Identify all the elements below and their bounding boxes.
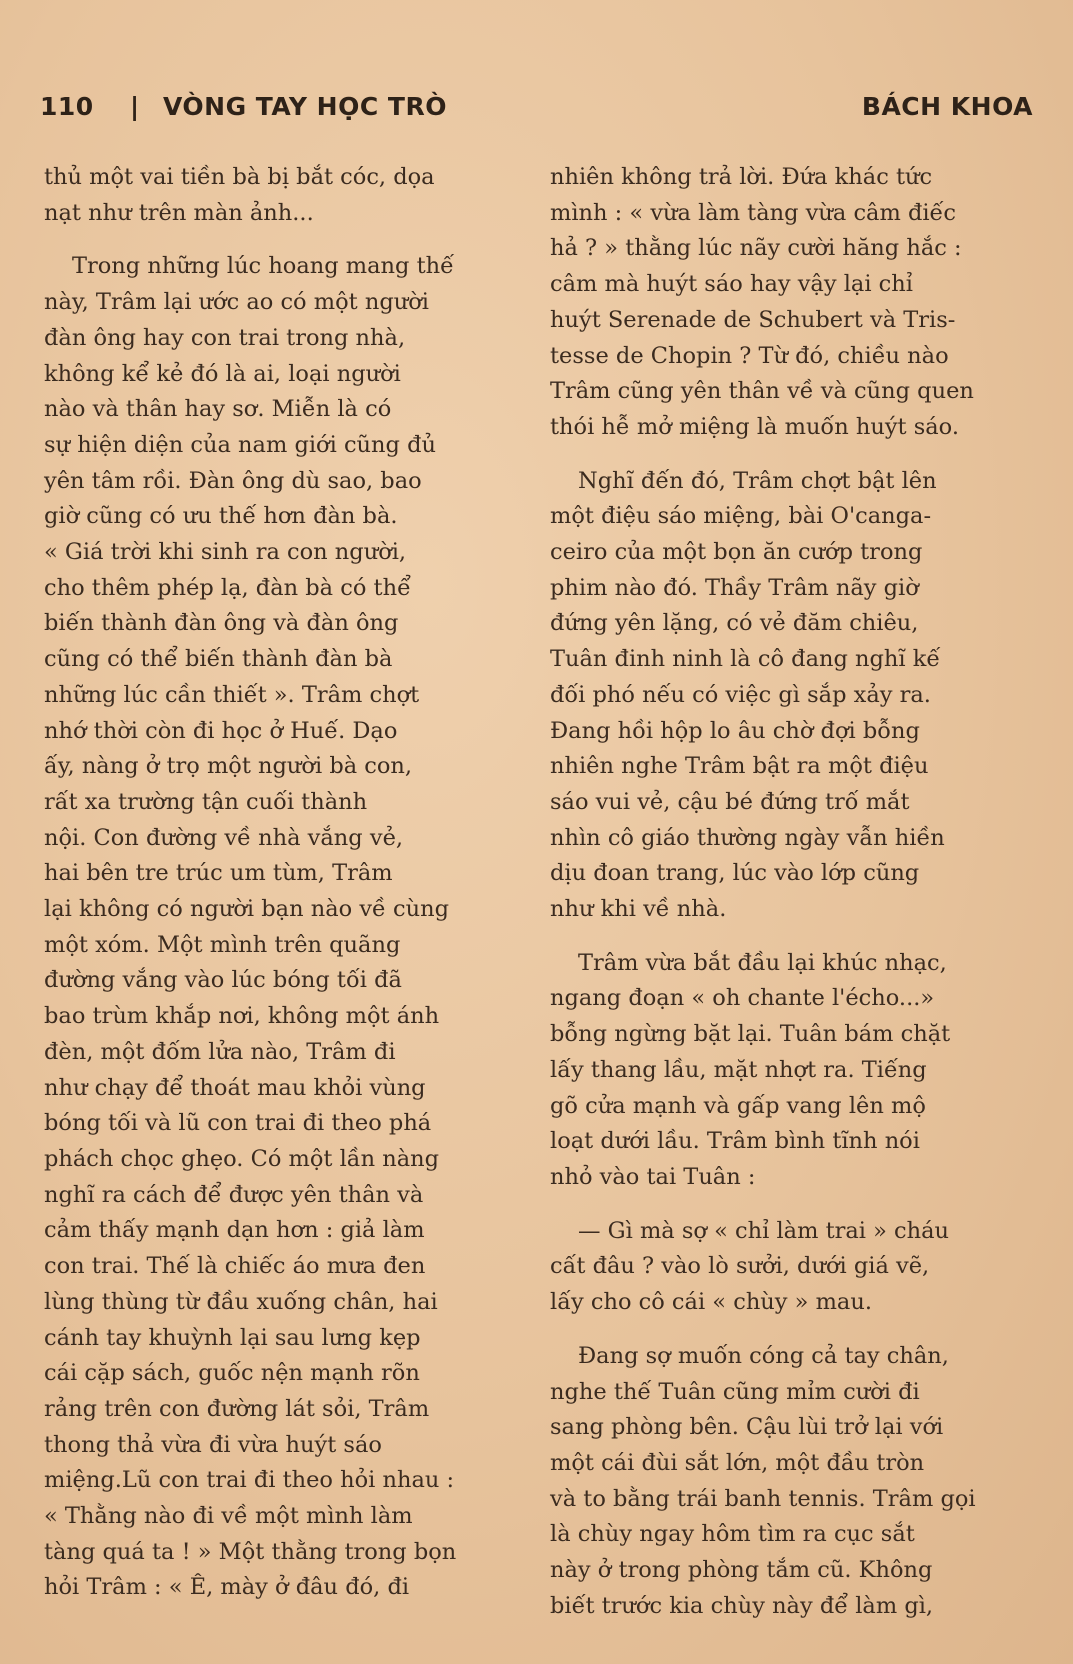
section-title: VÒNG TAY HỌC TRÒ xyxy=(163,92,447,121)
page-number: 110 xyxy=(40,92,94,121)
paragraph: Trâm vừa bắt đầu lại khúc nhạc, ngang đoạn « oh chante l'écho...» bỗng ngừng bặt lại. Tuân bám chặt lấy thang lầu, mặt nhợt ra. Tiếng gõ cửa mạnh và gấp vang lên mộ loạt dưới lầu. Trâm bình tĩnh nói nhỏ vào tai Tuân : xyxy=(550,949,951,1190)
paragraph: Trong những lúc hoang mang thế này, Trâm lại ước ao có một người đàn ông hay con trai trong nhà, không kể kẻ đó là ai, loại người nào và thân hay sơ. Miễn là có sự hiện diện của nam giới cũng đủ yên tâm rồi. Đàn ông dù sao, bao giờ cũng có ưu thế hơn đàn bà. « Giá trời khi sinh ra con người, cho thêm phép lạ, đàn bà có thể biến thành đàn ông và đàn ông cũng có thể biến thành đàn bà những lúc cần thiết ». Trâm chợt nhớ thời còn đi học ở Huế. Dạo ấy, nàng ở trọ một người bà con, rất xa trường tận cuối thành nội. Con đường về nhà vắng vẻ, hai bên tre trúc um tùm, Trâm lại không có người bạn nào về cùng một xóm. Một mình trên quãng đường vắng vào lúc bóng tối đã bao trùm khắp nơi, không một ánh đèn, một đốm lửa nào, Trâm đi như chạy để thoát mau khỏi vùng bóng tối và lũ con trai đi theo phá phách chọc ghẹo. Có một lần nàng nghĩ ra cách để được yên thân và cảm thấy mạnh dạn hơn : giả làm con trai. Thế là chiếc áo mưa đen lùng thùng từ đầu xuống chân, hai cánh tay khuỳnh lại sau lưng kẹp cái cặp sách, guốc nện mạnh rõn rảng trên con đường lát sỏi, Trâm thong thả vừa đi vừa huýt sáo miệng.Lũ con trai đi theo hỏi nhau : « Thằng nào đi về một mình làm tàng quá ta ! » Một thằng trong bọn hỏi Trâm : « Ê, mày ở đâu đó, đi xyxy=(44,253,457,1601)
left-column xyxy=(44,160,518,1624)
page-header xyxy=(40,92,1033,128)
header-separator: | xyxy=(130,92,140,121)
paragraph: Đang sợ muốn cóng cả tay chân, nghe thế Tuân cũng mỉm cười đi sang phòng bên. Cậu lùi trở lại với một cái đùi sắt lớn, một đầu tròn và to bằng trái banh tennis. Trâm gọi là chùy ngay hôm tìm ra cục sắt này ở trong phòng tắm cũ. Không biết trước kia chùy này để làm gì, xyxy=(550,1342,976,1619)
paragraph-continuation: thủ một vai tiền bà bị bắt cóc, dọa nạt như trên màn ảnh... xyxy=(44,164,435,226)
paragraph-continuation: nhiên không trả lời. Đứa khác tức mình : « vừa làm tàng vừa câm điếc hả ? » thằng lúc nãy cười hăng hắc : câm mà huýt sáo hay vậy lại chỉ huýt Serenade de Schubert và Tris- tesse de Chopin ? Từ đó, chiều nào Trâm cũng yên thân về và cũng quen thói hễ mở miệng là muốn huýt sáo. xyxy=(550,164,974,440)
magazine-name: BÁCH KHOA xyxy=(861,92,1033,121)
dialogue-paragraph: — Gì mà sợ « chỉ làm trai » cháu cất đâu ? vào lò sưởi, dưới giá vẽ, lấy cho cô cái « chùy » mau. xyxy=(550,1217,950,1316)
right-column xyxy=(550,160,1020,1642)
paragraph: Nghĩ đến đó, Trâm chợt bật lên một điệu sáo miệng, bài O'canga- ceiro của một bọn ăn cướp trong phim nào đó. Thầy Trâm nãy giờ đứng yên lặng, có vẻ đăm chiêu, Tuân đinh ninh là cô đang nghĩ kế đối phó nếu có việc gì sắp xảy ra. Đang hồi hộp lo âu chờ đợi bỗng nhiên nghe Trâm bật ra một điệu sáo vui vẻ, cậu bé đứng trố mắt nhìn cô giáo thường ngày vẫn hiền dịu đoan trang, lúc vào lớp cũng như khi về nhà. xyxy=(550,467,945,923)
